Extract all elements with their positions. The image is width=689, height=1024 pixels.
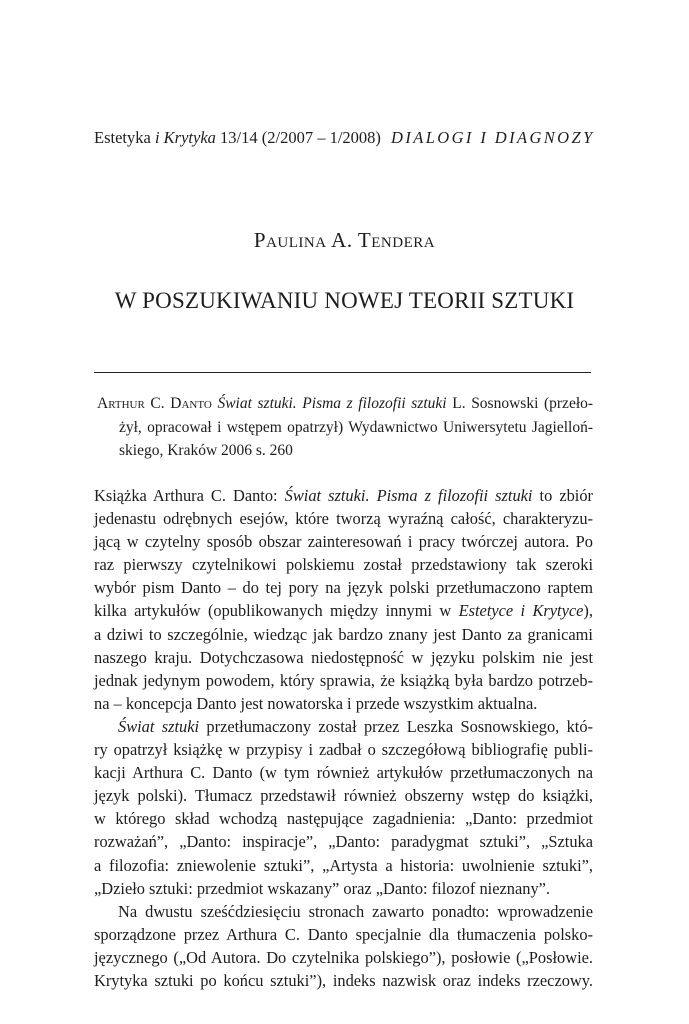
citation-line: żył, opracował i wstępem opatrzył) Wydawnictwo Uniwersytetu Jagielloń- [119, 418, 593, 436]
cited-work-title: Świat sztuki. Pisma z filozofii sztuki [217, 395, 447, 412]
paragraph-line: Książka Arthura C. Danto: Świat sztuki. Pisma z filozofii sztuki to zbiór [94, 486, 593, 505]
reviewed-book-citation [97, 392, 593, 463]
citation-line: skiego, Kraków 2006 s. 260 [119, 442, 293, 459]
paragraph-line: jedenastu odrębnych esejów, które tworzą wyraźną całość, charakteryzu- [94, 509, 593, 529]
paragraph-line: jącą w czytelny sposób obszar zainteresowań i pracy twórczej autora. Po [94, 532, 593, 552]
issue-number: 13/14 (2/2007 – 1/2008) [220, 128, 381, 147]
paragraph-line: sporządzone przez Arthura C. Danto specjalnie dla tłumaczenia polsko- [94, 924, 593, 944]
article-author: Paulina A. Tendera [253, 228, 436, 252]
paragraph-line: wybór pism Danto – do tej pory na język polski przetłumaczono raptem [94, 578, 593, 598]
journal-name-part1: Estetyka [94, 128, 151, 147]
article-title: W POSZUKIWANIU NOWEJ TEORII SZTUKI [114, 288, 575, 313]
article-body [94, 484, 593, 992]
paragraph-line: kilka artykułów (opublikowanych między innymi w Estetyce i Krytyce), [94, 601, 593, 621]
paragraph-line: język polski). Tłumacz przedstawił również obszerny wstęp do książki, [94, 786, 593, 806]
paragraph-line: kacji Arthura C. Danto (w tym również artykułów przetłumaczonych na [94, 763, 593, 783]
paragraph-line: Na dwustu sześćdziesięciu stronach zawarto ponadto: wprowadzenie [118, 901, 593, 921]
paragraph-line: raz pierwszy czytelnikowi polskiemu został przedstawiony tak szeroki [94, 555, 593, 575]
paragraph-line: rozważań”, „Danto: inspiracje”, „Danto: paradygmat sztuki”, „Sztuka [94, 832, 593, 852]
paragraph-line: Krytyka sztuki po końcu sztuki”), indeks nazwisk oraz indeks rzeczowy. [94, 970, 593, 990]
paragraph-line: języcznego („Od Autora. Do czytelnika polskiego”), posłowie („Posłowie. [94, 947, 593, 967]
paragraph-line: jednak jedynym powodem, który sprawia, że książką była bardzo potrzeb- [94, 670, 593, 690]
cited-author: Arthur C. Danto [97, 395, 212, 412]
section-name: DIALOGI I DIAGNOZY [391, 128, 595, 147]
divider-rule [94, 372, 591, 373]
paragraph-line: a dziwi to szczególnie, wiedząc jak bardzo znany jest Danto za granicami [94, 624, 593, 644]
paragraph-line: w którego skład wchodzą następujące zagadnienia: „Danto: przedmiot [94, 809, 593, 829]
paragraph-line: Świat sztuki przetłumaczony został przez Leszka Sosnowskiego, któ- [118, 716, 593, 736]
paragraph-line: ry opatrzył książkę w przypisy i zadbał o szczegółową bibliografię publi- [94, 740, 593, 760]
journal-name-part2: i Krytyka [154, 128, 216, 147]
paragraph-line: a filozofia: zniewolenie sztuki”, „Artysta a historia: uwolnienie sztuki”, [94, 855, 593, 875]
paragraph-line: „Dzieło sztuki: przedmiot wskazany” oraz „Danto: filozof nieznany”. [94, 878, 551, 898]
paragraph-line: naszego kraju. Dotychczasowa niedostępność w języku polskim nie jest [94, 647, 593, 667]
running-header [94, 128, 604, 148]
citation-line: Arthur C. Danto Świat sztuki. Pisma z filozofii sztuki L. Sosnowski (przeło- [97, 395, 594, 412]
paragraph-line: na – koncepcja Danto jest nowatorska i przede wszystkim aktualna. [94, 693, 538, 713]
